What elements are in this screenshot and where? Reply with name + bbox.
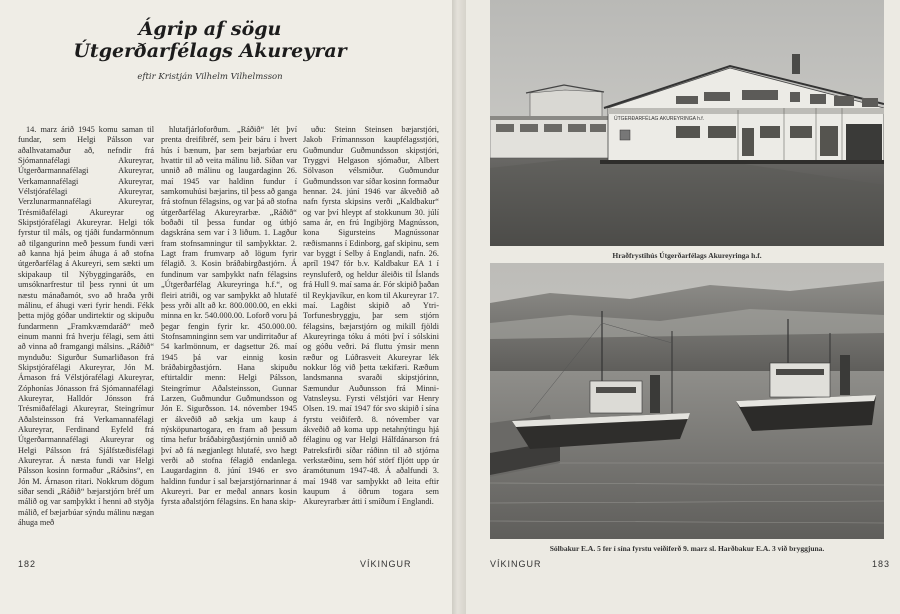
trawlers-image [490,263,884,539]
text-column-1 [18,125,154,545]
freezing-plant-image [490,0,884,246]
photo-freezing-plant [490,0,884,246]
column-3-text: uðu: Steinn Steinsen bæjarstjóri, Jakob Frímannsson kaupfélagsstjóri, Guðmundur Guðmundsson skipstjóri, Tryggvi Helgason sjómaður, Albert Sölvason vélsmiður. Guðmundur Guðmundsson var síðar kosinn formaður hennar. 24. júní 1946 var ákveðið að nafn fyrsta skipsins verði „Kaldbakur“ og var því hleypt af stokkunum 30. júlí sama ár, en frú Ingibjörg Magnússon, kona Sigursteins Magnússonar ræðismanns í Edinborg, gaf skipinu, sem var byggt í Selby á Englandi, nafn. 26. apríl 1947 fór b.v. Kaldbakur EA 1 í reynsluferð, og heldur áleiðis til Íslands frá Hull 9. maí sama ár. Fór skipið þaðan til Reykjavíkur, en kom til Akureyrar 17. maí. Lagðist skipið að Ytri-Torfunesbryggju, þar sem stjórn félagsins, bæjarstjórn og mikill fjöldi Akureyringa tóku á móti því í sólskini og góðu veðri. Þá fluttu ýmsir menn ræður og Lúðrasveit Akureyrar lék nokkur lög við þetta tækifæri. Ræðum landsmanna svaraði skipstjórinn, Sæmundur Auðunsson frá Minni-Vatnsleysu. Fyrsti vélstjóri var Henry Olsen. 19. maí 1947 fór svo skipið í sína fyrstu veiðiferð. 8. nóvember var ákveðið að koma upp netahnýtingu hjá félaginu og var Helgi Hálfdánarson frá Patreksfirði síðar ráðinn til að stjórna verkstæðinu, sem hóf störf fljótt upp úr áramótunum 1947-48. Á aðalfundi 3. maí 1948 var samþykkt að leita eftir kaupum á öðrum togara sem Akureyrarbær átti í smíðum í Englandi. [303,125,439,507]
column-1-text: 14. marz árið 1945 komu saman til fundar, sem Helgi Pálsson var aðalhvatamaður að, nefndir frá Sjómannafélagi Akureyrar, Útgerðarmannafélagi Akureyrar, Verkamannafélagi Akureyrar, Vélstjórafélagi Akureyrar, Verzlunarmannafélagi Akureyrar, Trésmiðafélagi Akureyrar og Skipstjórafélagi Akureyrar. Helgi tók fyrstur til máls, og tjáði fundarmönnum að tilgangurinn með þessum fundi væri að kanna hjá þeim áhuga á að stofna útgerðarfélag á Akureyri, sem sækti um skipakaup til Nýbyggingaráðs, en umsóknarfrestur til þess rynni út um næstu mánaðamót, svo að hraða yrði málinu, ef áhugi væri fyrir hendi. Fékk þetta mjög góðar undirtektir og skipuðu fundarmenn „Framkvæmdaráð“ með einum manni frá hverju félagi, sem átti að vinna að framgangi málsins. „Ráðið“ mynduðu: Sigurður Sumarliðason frá Skipstjórafélagi Akureyrar, Jón M. Árnason frá Vélstjórafélagi Akureyrar, Zóphonías Jónasson frá Sjómannafélagi Akureyrar, Halldór Jónsson frá Trésmiðafélagi Akureyrar, Steingrímur Aðalsteinsson frá Verkamannafélagi Akureyrar, Ferdinand Eyfeld frá Útgerðarmannafélagi Akureyrar og Helgi Pálsson frá Sjálfstæðisfélagi Akureyrar. Á næsta fundi var Helgi Pálsson kosinn formaður „Ráðsins“, en Jón M. Árnason ritari. Nokkrum dögum síðar sendi „Ráðið“ bæjarstjórn bréf um málið og var samþykkt í henni að styðja málið, ef bæjarbúar sýndu málinu nægan áhuga með [18,125,154,528]
left-page-number: 182 [18,559,37,569]
left-running-title: VÍKINGUR [360,559,412,569]
right-page-number: 183 [872,559,891,569]
title-line-1: Ágrip af sögu [138,18,282,40]
article-title [60,18,360,63]
text-column-3 [303,125,439,545]
column-2-text: hlutafjárloforðum. „Ráðið“ lét því prenta dreifibréf, sem þeir báru í hvert hús í bænum, þar sem bæjarbúar eru hvattir til að veita málinu lið. Síðan var unnið að málinu og laugardaginn 26. maí 1945 var haldinn fundur í samkomuhúsi bæjarins, til þess að ganga frá stofnun félagsins, og var þá að stofna útgerðarfélag Akureyrarbæ. „Ráðið“ boðaði til þessa fundar og útbjó dagskrána sem var í 3 liðum. 1. Lagður fram stofnsamningur til samþykktar. 2. Lagt fram frumvarp að lögum fyrir félagið. 3. Kosin bráðabirgðastjórn. Á fundinum var samþykkt nafn félagsins „Útgerðarfélag Akureyringa h.f.“, og fleiri atriði, og var samþykkt að hlutafé þess yrði allt að kr. 800.000.00, en ekki minna en kr. 540.000.00. Loforð voru þá þegar fengin fyrir kr. 450.000.00. Stofnsamninginn sem var undirritaður af 54 karlmönnum, er dagsettur 26. maí 1945 þá var einnig kosin bráðabirgðastjórn. Hana skipuðu eftirtaldir menn: Helgi Pálsson, Steingrímur Aðalsteinsson, Gunnar Larzen, Guðmundur Guðmundsson og Jón E. Sigurðsson. 14. nóvember 1945 er ákveðið að sækja um kaup á nýsköpunartogara, en fram að þessum tíma hefur bráðabirgðastjórnin unnið að því að fá nægjanlegt hlutafé, svo hægt verði að stofna félagið endanlega. Laugardaginn 8. júní 1946 er svo haldinn fundur í sal bæjarstjórnarinnar á Akureyri. Þar er meðal annars kosin fyrsta aðalstjórn félagsins. En hana skip- [161,125,297,507]
caption-freezing-plant: Hraðfrystihús Útgerðarfélags Akureyringa h.f. [612,251,762,260]
building-sign: ÚTGERÐARFÉLAG AKUREYRINGA h.f. [614,116,705,122]
right-running-title: VÍKINGUR [490,559,542,569]
author-byline: eftir Kristján Vilhelm Vilhelmsson [137,72,283,82]
title-line-2: Útgerðarfélags Akureyrar [73,40,347,62]
caption-trawlers: Sólbakur E.A. 5 fer í sína fyrstu veiðiferð 9. marz sl. Harðbakur E.A. 3 við bryggjuna. [549,544,825,553]
page-gutter [452,0,466,614]
photo-trawlers [490,263,884,539]
text-column-2 [161,125,297,545]
